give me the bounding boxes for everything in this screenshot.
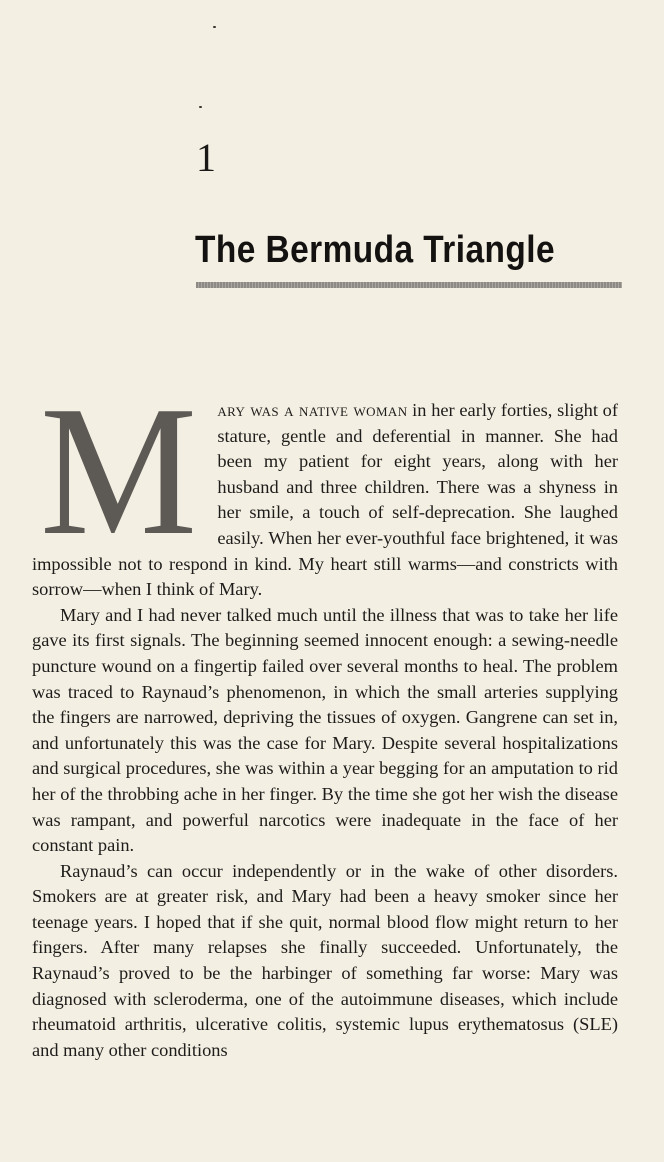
chapter-title: The Bermuda Triangle: [195, 229, 556, 271]
paragraph-2: Mary and I had never talked much until the illness that was to take her life gave its first signals. The beginning seemed innocent enough: a sewing-needle puncture wound on a fingertip failed over several months to heal. The problem was traced to Raynaud’s phenomenon, in which the small arteries supplying the fingers are narrowed, depriving the tissues of oxygen. Gangrene can set in, and unfortunately this was the case for Mary. Despite several hospitalizations and surgical procedures, she was within a year begging for an amputation to rid her of the throbbing ache in her finger. By the time she got her wish the disease was rampant, and powerful narcotics were inadequate in the face of her constant pain.: [32, 604, 618, 856]
drop-cap: M: [40, 368, 198, 574]
title-rule: [196, 282, 622, 288]
chapter-body: [32, 368, 618, 1063]
paragraph-1: [32, 368, 618, 603]
paragraph-1-text: in her early forties, slight of stature, gentle and deferential in manner. She had been my patient for eight years, along with her husband and three children. There was a shyness in her smile, a touch of self-deprecation. She laughed easily. When her ever-youthful face brightened, it was impossible not to respond in kind. My heart still warms—and constricts with sorrow—when I think of Mary.: [32, 400, 618, 600]
paragraph-3: Raynaud’s can occur independently or in the wake of other disorders. Smokers are at greater risk, and Mary had been a heavy smoker since her teenage years. I hoped that if she quit, normal blood flow might return to her fingers. After many relapses she finally succeeded. Unfortunately, the Raynaud’s proved to be the harbinger of something far worse: Mary was diagnosed with scleroderma, one of the autoimmune diseases, which include rheumatoid arthritis, ulcerative colitis, systemic lupus erythematosus (SLE) and many other conditions: [32, 860, 618, 1060]
chapter-number: 1: [196, 135, 216, 180]
lead-smallcaps: ary was a native woman: [217, 400, 408, 420]
ink-speck: [213, 26, 216, 28]
ink-speck: [199, 106, 202, 108]
